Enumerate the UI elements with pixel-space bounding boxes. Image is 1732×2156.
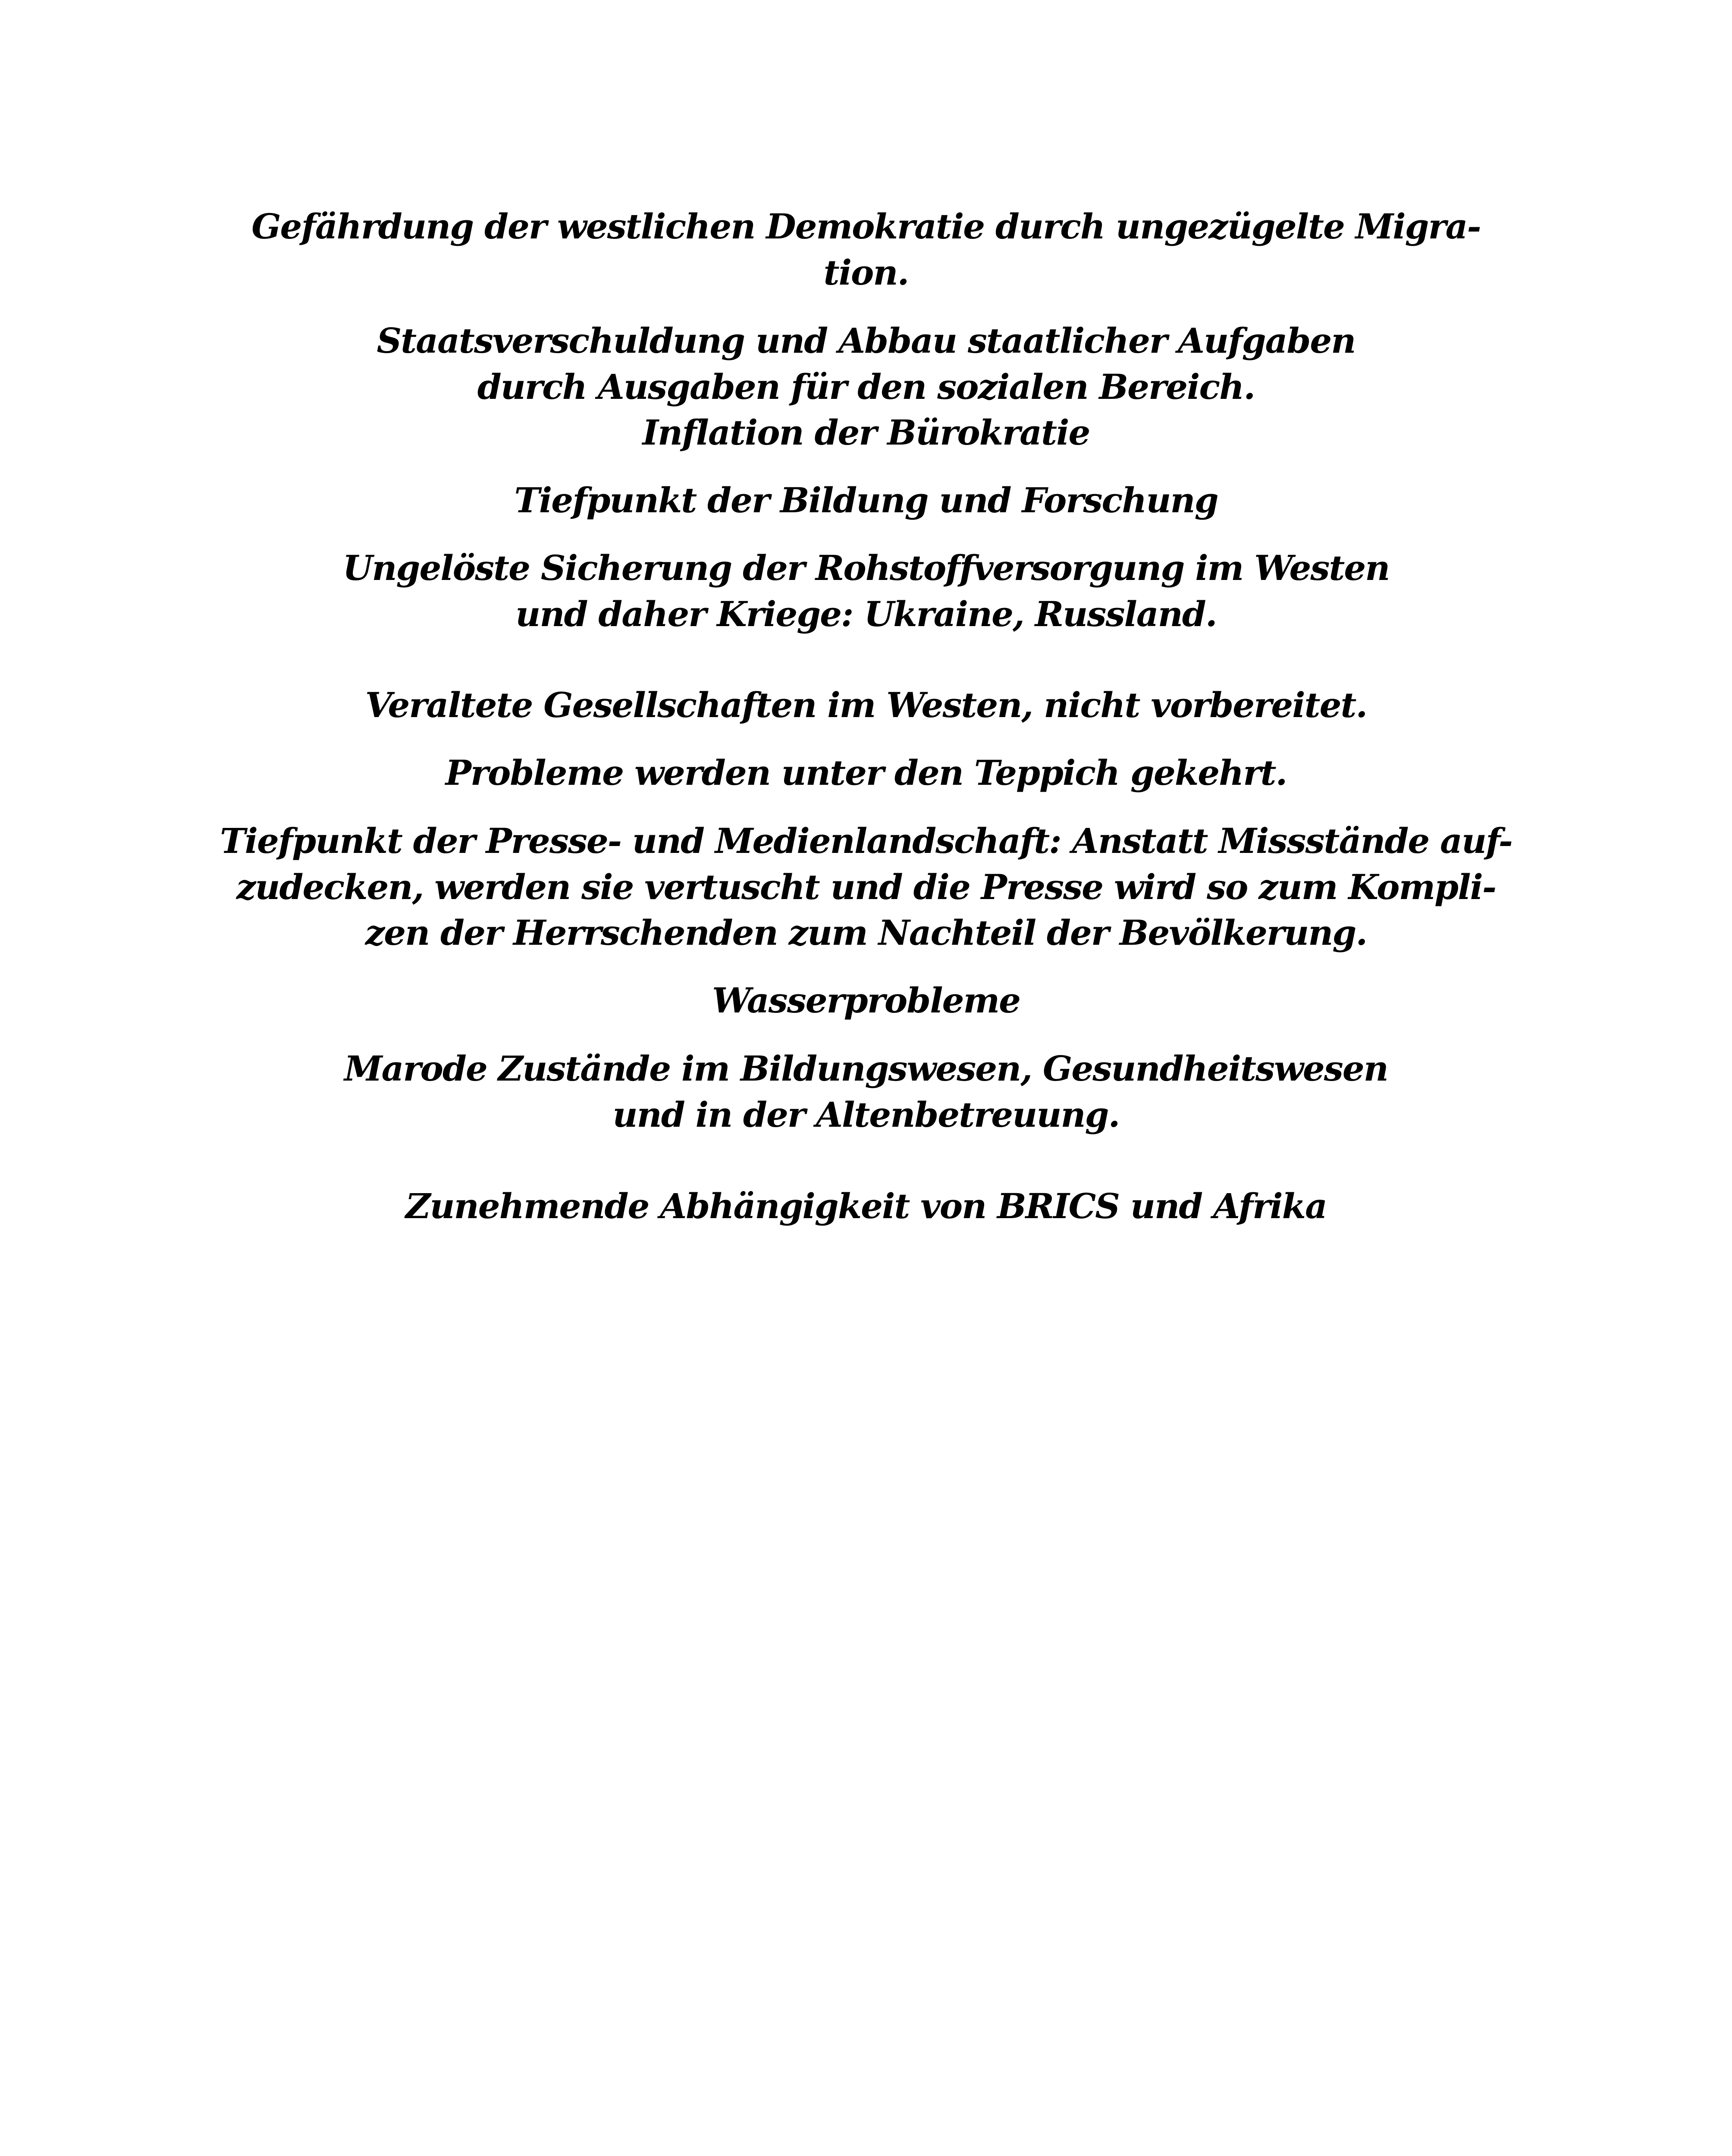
paragraph-10-line-1: Zunehmende Abhängigkeit von BRICS und Afrika [405, 1186, 1327, 1226]
paragraph-3-line-1: Tiefpunkt der Bildung und Forschung [514, 480, 1218, 520]
paragraph-1-line-1: Gefährdung der westlichen Demokratie durch ungezügelte Migra- [251, 206, 1481, 247]
paragraph-7-line-1: Tiefpunkt der Presse- und Medienlandschaft: Anstatt Missstände auf- [220, 821, 1512, 861]
paragraph-7-line-3: zen der Herrschenden zum Nachteil der Bevölkerung. [365, 912, 1367, 953]
paragraph-4-line-2: und daher Kriege: Ukraine, Russland. [515, 594, 1217, 634]
paragraph-6-line-1: Probleme werden unter den Teppich gekehrt. [445, 752, 1287, 793]
paragraph-2-line-2: durch Ausgaben für den sozialen Bereich. [477, 367, 1255, 407]
paragraph-9-line-1: Marode Zustände im Bildungswesen, Gesundheitswesen [344, 1048, 1388, 1089]
paragraph-2-line-1: Staatsverschuldung und Abbau staatlicher Aufgaben [377, 320, 1355, 361]
paragraph-9-line-2: und in der Altenbetreuung. [612, 1094, 1120, 1135]
paragraph-4-line-1: Ungelöste Sicherung der Rohstoffversorgung im Westen [342, 548, 1390, 588]
paragraph-8-line-1: Wasserprobleme [712, 980, 1020, 1021]
paragraph-5-line-1: Veraltete Gesellschaften im Westen, nicht vorbereitet. [365, 685, 1367, 725]
paragraph-1-line-2: tion. [823, 252, 909, 293]
paragraph-2-line-3: Inflation der Bürokratie [642, 412, 1090, 453]
paragraph-7-line-2: zudecken, werden sie vertuscht und die Presse wird so zum Kompli- [236, 867, 1496, 907]
